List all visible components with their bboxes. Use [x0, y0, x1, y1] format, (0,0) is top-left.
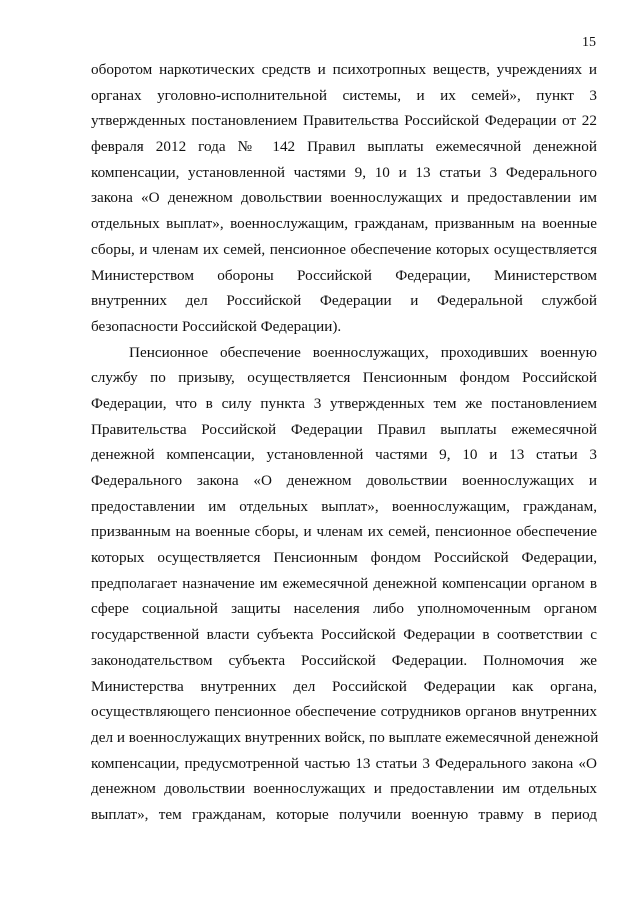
text-line: утвержденных постановлением Правительства Российской Федерации от 22 — [91, 112, 597, 130]
text-line: Пенсионное обеспечение военнослужащих, проходивших военную — [129, 343, 597, 361]
paragraph-2 — [91, 340, 597, 828]
text-line: денежном довольствии военнослужащих и предоставлении им отдельных — [91, 780, 597, 798]
text-line: выплат», тем гражданам, которые получили военную травму в период — [91, 805, 597, 823]
paragraph-1 — [91, 57, 597, 340]
text-line: дел и военнослужащих внутренних войск, по выплате ежемесячной денежной — [91, 728, 599, 746]
text-line: Федерации, что в силу пункта 3 утвержденных тем же постановлением — [91, 394, 597, 412]
text-line: отдельных выплат», военнослужащим, гражданам, призванным на военные — [91, 215, 597, 233]
text-line: компенсации, предусмотренной частью 13 статьи 3 Федерального закона «О — [91, 754, 597, 772]
text-line: государственной власти субъекта Российской Федерации в соответствии с — [91, 626, 597, 644]
text-line: органах уголовно-исполнительной системы, и их семей», пункт 3 — [91, 86, 597, 104]
text-line: законодательством субъекта Российской Федерации. Полномочия же — [91, 651, 597, 669]
text-line: оборотом наркотических средств и психотропных веществ, учреждениях и — [91, 61, 597, 78]
page-number: 15 — [582, 35, 596, 50]
text-line: сфере социальной защиты населения либо уполномоченным органом — [91, 600, 597, 618]
text-line: осуществляющего пенсионное обеспечение сотрудников органов внутренних — [91, 703, 597, 721]
text-line: службу по призыву, осуществляется Пенсионным фондом Российской — [91, 369, 597, 387]
text-line: которых осуществляется Пенсионным фондом Российской Федерации, — [91, 549, 597, 567]
text-line: сборы, и членам их семей, пенсионное обеспечение которых осуществляется — [91, 240, 597, 258]
text-line: безопасности Российской Федерации). — [91, 317, 342, 335]
text-line: февраля 2012 года № 142 Правил выплаты ежемесячной денежной — [91, 138, 597, 156]
text-line: компенсации, установленной частями 9, 10 и 13 статьи 3 Федерального — [91, 163, 597, 181]
text-line: предполагает назначение им ежемесячной денежной компенсации органом в — [91, 574, 597, 592]
text-line: Федерального закона «О денежном довольствии военнослужащих и — [91, 472, 597, 489]
text-line: призванным на военные сборы, и членам их семей, пенсионное обеспечение — [91, 523, 597, 541]
body-text — [91, 57, 597, 828]
text-line: денежной компенсации, установленной частями 9, 10 и 13 статьи 3 — [91, 446, 597, 464]
text-line: Правительства Российской Федерации Правил выплаты ежемесячной — [91, 420, 597, 438]
text-line: закона «О денежном довольствии военнослужащих и предоставлении им — [91, 189, 597, 207]
text-line: Министерства внутренних дел Российской Федерации как органа, — [91, 677, 597, 695]
text-line: внутренних дел Российской Федерации и Федеральной службой — [91, 292, 597, 310]
text-line: Министерством обороны Российской Федерации, Министерством — [91, 266, 597, 284]
text-line: предоставлении им отдельных выплат», военнослужащим, гражданам, — [91, 497, 597, 515]
